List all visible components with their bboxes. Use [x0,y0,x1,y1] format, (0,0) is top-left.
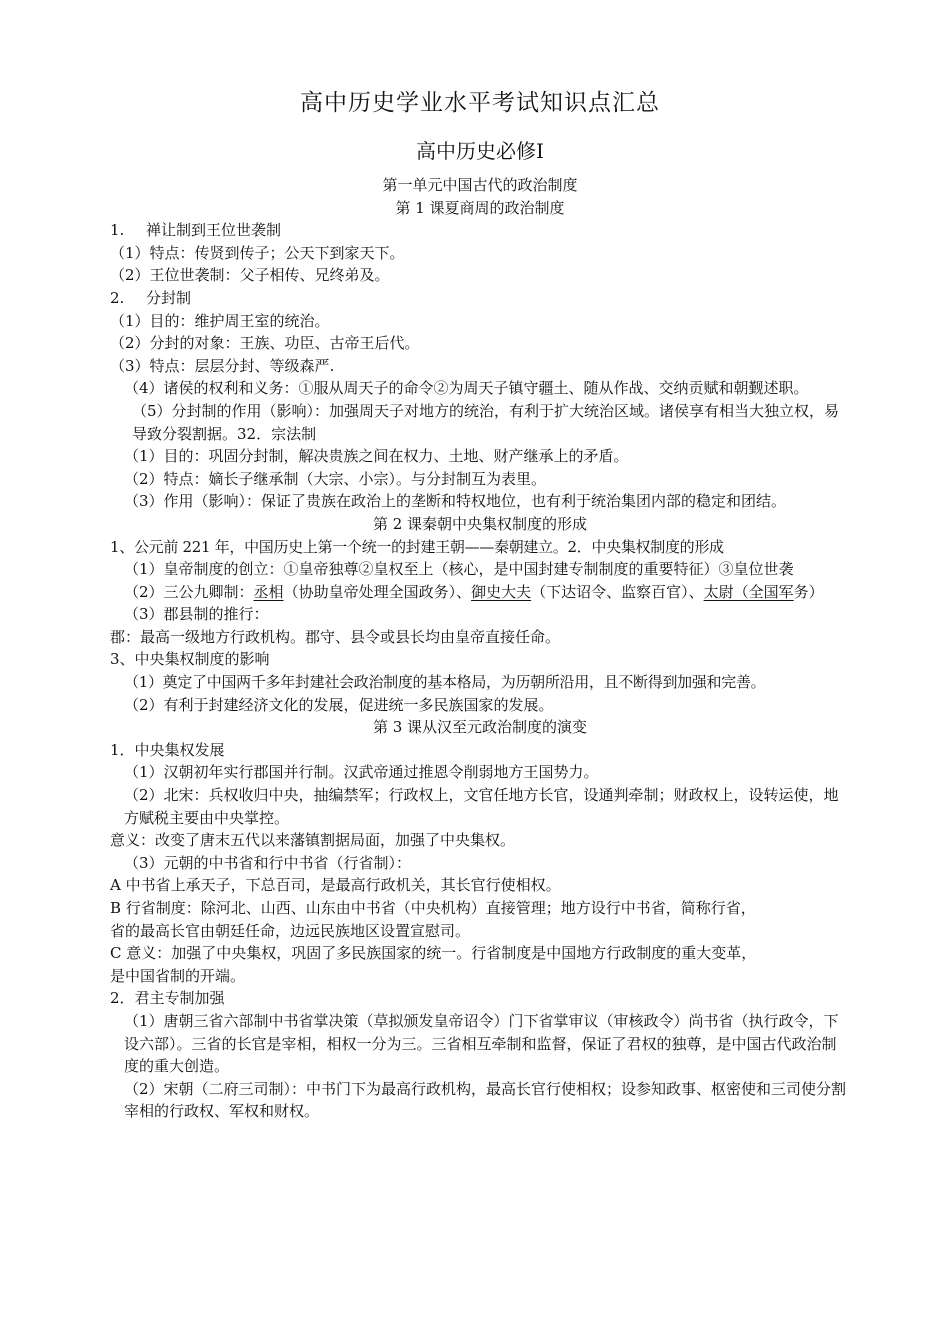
section-number: 1. [110,221,125,240]
paragraph: （2）宋朝（二府三司制）：中书门下为最高行政机构，最高长官行使相权；设参知政事、枢密使和三司使分割宰相的行政权、军权和财权。 [124,1079,847,1121]
text-span: （2）三公九卿制： [124,582,254,601]
underlined-term: 太尉（全国军 [703,582,794,601]
paragraph: （3）元朝的中书省和行中书省（行省制）： [124,853,412,872]
paragraph: 2．君主专制加强 [110,989,225,1008]
paragraph: A 中书省上承天子，下总百司，是最高行政机关，其长官行使相权。 [110,876,561,895]
underlined-term: 丞相 [253,582,284,601]
lesson-3-heading: 第 3 课从汉至元政治制度的演变 [372,718,588,737]
section-number: 2. [110,288,125,307]
paragraph: （1）目的：维护周王室的统治。 [110,311,330,330]
paragraph: （2）特点：嫡长子继承制（大宗、小宗）。与分封制互为表里。 [124,469,547,488]
paragraph: B 行省制度：除河北、山西、山东由中书省（中央机构）直接管理；地方设行中书省，简称行省， [110,899,756,917]
paragraph: （3）郡县制的推行： [124,605,269,624]
paragraph: （2）分封的对象：王族、功臣、古帝王后代。 [110,334,420,353]
paragraph: （1）特点：传贤到传子；公天下到家天下。 [110,243,405,262]
section-title: 禅让制到王位世袭制 [146,221,282,240]
unit-heading: 第一单元中国古代的政治制度 [382,176,578,194]
paragraph: 1．中央集权发展 [110,740,225,759]
paragraph: 是中国省制的开端。 [110,966,246,985]
paragraph: 省的最高长官由朝廷任命，边远民族地区设置宣慰司。 [110,921,471,940]
text-span: （协助皇帝处理全国政务）、 [283,582,472,601]
section-heading [110,219,850,242]
paragraph: （2）北宋：兵权收归中央，抽编禁军；行政权上，文官任地方长官，设通判牵制；财政权上，设转运使，地方赋税主要由中央掌控。 [124,786,839,827]
paragraph: 郡：最高一级地方行政机构。郡守、县令或县长均由皇帝直接任命。 [110,627,561,646]
section-title: 分封制 [146,288,192,307]
paragraph: （1）皇帝制度的创立：①皇帝独尊②皇权至上（核心，是中国封建专制制度的重要特征）③皇位世袭 [124,560,794,579]
paragraph: （1）奠定了中国两千多年封建社会政治制度的基本格局，为历朝所沿用，且不断得到加强和完善。 [124,673,766,692]
underlined-term: 御史大夫 [471,582,532,601]
paragraph: （1）唐朝三省六部制中书省掌决策（草拟颁发皇帝诏令）门下省掌审议（审核政令）尚书省（执行政令，下设六部）。三省的长官是宰相，相权一分为三。三省相互牵制和监督，保证了君权的独尊，是中国古代政治制度的重大创造。 [124,1011,839,1076]
paragraph: （3）特点：层层分封、等级森严. [110,356,335,375]
paragraph: （2）王位世袭制：父子相传、兄终弟及。 [110,266,390,285]
paragraph: （5）分封制的作用（影响）：加强周天子对地方的统治，有利于扩大统治区域。诸侯享有相当大独立权，易导致分裂割据。32．宗法制 [132,401,840,443]
paragraph: 意义：改变了唐末五代以来藩镇割据局面，加强了中央集权。 [110,831,516,850]
lesson-1-heading: 第 1 课夏商周的政治制度 [395,198,565,217]
text-span: 务） [793,582,824,601]
paragraph: （3）作用（影响）：保证了贵族在政治上的垄断和特权地位，也有利于统治集团内部的稳定和团结。 [124,492,787,511]
paragraph: （1）汉朝初年实行郡国并行制。汉武帝通过推恩令削弱地方王国势力。 [124,763,599,782]
document-title: 高中历史学业水平考试知识点汇总 [300,90,660,116]
paragraph-three-ministers [110,581,850,604]
paragraph: 3、中央集权制度的影响 [110,650,270,669]
text-span: （下达诏令、监察百官）、 [531,582,704,601]
paragraph: （4）诸侯的权利和义务：①服从周天子的命令②为周天子镇守疆土、随从作战、交纳贡赋和朝觐述职。 [124,379,809,398]
paragraph: （1）目的：巩固分封制，解决贵族之间在权力、土地、财产继承上的矛盾。 [124,447,629,466]
paragraph: 1、公元前 221 年，中国历史上第一个统一的封建王朝——秦朝建立。2．中央集权制度的形成 [110,537,724,556]
paragraph: （2）有利于封建经济文化的发展，促进统一多民族国家的发展。 [124,695,554,714]
lesson-2-heading: 第 2 课秦朝中央集权制度的形成 [372,514,588,533]
section-heading [110,287,850,310]
book-title: 高中历史必修Ⅰ [416,139,544,163]
paragraph: C 意义：加强了中央集权，巩固了多民族国家的统一。行省制度是中国地方行政制度的重大变革， [110,944,757,963]
